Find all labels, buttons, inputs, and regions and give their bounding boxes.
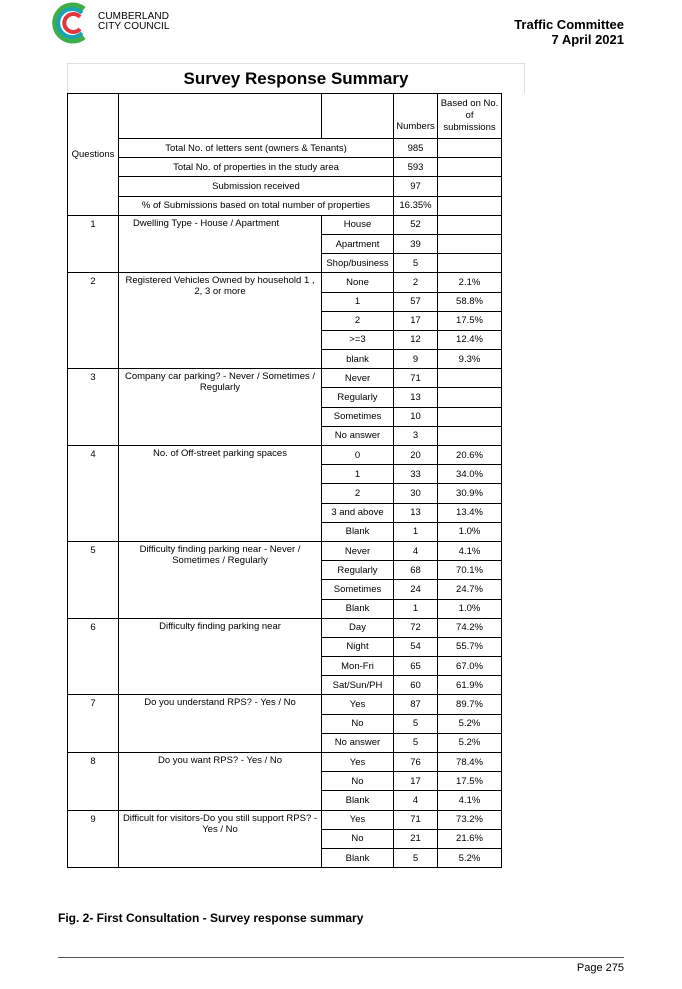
meta-row (68, 139, 502, 158)
answer-option: Day (322, 618, 394, 637)
answer-option: Blank (322, 848, 394, 867)
answer-count: 17 (394, 311, 438, 330)
answer-count: 65 (394, 657, 438, 676)
answer-count: 4 (394, 791, 438, 810)
answer-option: Blank (322, 791, 394, 810)
answer-option: Regularly (322, 388, 394, 407)
answer-count: 5 (394, 714, 438, 733)
meta-row (68, 158, 502, 177)
answer-option: House (322, 215, 394, 234)
table-row (68, 541, 502, 560)
question-number: 1 (68, 215, 119, 273)
answer-count: 54 (394, 637, 438, 656)
answer-percent: 61.9% (438, 676, 502, 695)
council-logo (50, 1, 94, 45)
table-row (68, 273, 502, 292)
answer-count: 71 (394, 369, 438, 388)
question-text: Dwelling Type - House / Apartment (119, 215, 322, 273)
answer-option: Shop/business (322, 254, 394, 273)
question-number: 8 (68, 753, 119, 811)
answer-option: No answer (322, 733, 394, 752)
question-text: Do you understand RPS? - Yes / No (119, 695, 322, 753)
question-number: 9 (68, 810, 119, 868)
meta-label: Submission received (119, 177, 394, 196)
answer-percent (438, 254, 502, 273)
numbers-header: Numbers (394, 94, 438, 139)
answer-percent: 58.8% (438, 292, 502, 311)
answer-percent: 9.3% (438, 350, 502, 369)
answer-count: 5 (394, 848, 438, 867)
answer-percent (438, 426, 502, 445)
question-number: 2 (68, 273, 119, 369)
answer-count: 21 (394, 829, 438, 848)
answer-option: Regularly (322, 561, 394, 580)
answer-percent: 78.4% (438, 753, 502, 772)
answer-option: >=3 (322, 330, 394, 349)
answer-percent: 17.5% (438, 772, 502, 791)
council-name-line1: CUMBERLAND (98, 11, 170, 22)
page-number: Page 275 (576, 962, 624, 974)
question-text: Do you want RPS? - Yes / No (119, 753, 322, 811)
meeting-title: Traffic Committee (514, 17, 624, 32)
answer-option: Sat/Sun/PH (322, 676, 394, 695)
based-on-header: Based on No. of submissions (438, 94, 502, 139)
question-number: 7 (68, 695, 119, 753)
answer-option: Sometimes (322, 580, 394, 599)
meeting-header (514, 17, 624, 47)
survey-summary (67, 63, 528, 868)
table-row (68, 695, 502, 714)
answer-option: No (322, 772, 394, 791)
answer-percent: 5.2% (438, 848, 502, 867)
answer-percent (438, 369, 502, 388)
answer-count: 72 (394, 618, 438, 637)
answer-percent (438, 215, 502, 234)
answer-percent: 34.0% (438, 465, 502, 484)
answer-percent: 4.1% (438, 541, 502, 560)
answer-option: Never (322, 541, 394, 560)
answer-count: 71 (394, 810, 438, 829)
answer-count: 13 (394, 388, 438, 407)
answer-option: No (322, 714, 394, 733)
answer-percent (438, 407, 502, 426)
answer-percent: 1.0% (438, 522, 502, 541)
question-text: Difficulty finding parking near (119, 618, 322, 695)
question-text: No. of Off-street parking spaces (119, 446, 322, 542)
meta-row (68, 177, 502, 196)
answer-percent: 2.1% (438, 273, 502, 292)
answer-option: Yes (322, 810, 394, 829)
answer-count: 5 (394, 733, 438, 752)
answer-option: No answer (322, 426, 394, 445)
answer-count: 1 (394, 599, 438, 618)
table-row (68, 618, 502, 637)
meta-blank-cell (438, 196, 502, 215)
meta-blank-cell (438, 139, 502, 158)
council-name-line2: CITY COUNCIL (98, 21, 170, 32)
answer-percent: 21.6% (438, 829, 502, 848)
table-row (68, 753, 502, 772)
footer-divider (58, 957, 624, 958)
answer-option: 0 (322, 446, 394, 465)
answer-count: 4 (394, 541, 438, 560)
question-number: 6 (68, 618, 119, 695)
answer-option: 2 (322, 311, 394, 330)
answer-option: blank (322, 350, 394, 369)
answer-count: 39 (394, 234, 438, 253)
answer-count: 3 (394, 426, 438, 445)
answer-percent: 1.0% (438, 599, 502, 618)
answer-option: Mon-Fri (322, 657, 394, 676)
answer-percent (438, 388, 502, 407)
answer-option: Never (322, 369, 394, 388)
answer-percent: 5.2% (438, 733, 502, 752)
meta-label: Total No. of properties in the study area (119, 158, 394, 177)
table-row (68, 446, 502, 465)
question-number: 3 (68, 369, 119, 446)
answer-option: Yes (322, 753, 394, 772)
meta-row (68, 196, 502, 215)
answer-percent: 55.7% (438, 637, 502, 656)
answer-option: 3 and above (322, 503, 394, 522)
answer-percent: 67.0% (438, 657, 502, 676)
answer-percent: 12.4% (438, 330, 502, 349)
answer-percent (438, 234, 502, 253)
answer-percent: 24.7% (438, 580, 502, 599)
answer-option: Blank (322, 599, 394, 618)
meta-label: Total No. of letters sent (owners & Tenants) (119, 139, 394, 158)
answer-percent: 89.7% (438, 695, 502, 714)
meta-value: 97 (394, 177, 438, 196)
answer-option: None (322, 273, 394, 292)
council-name (98, 12, 170, 32)
meta-blank-cell (438, 177, 502, 196)
answer-percent: 4.1% (438, 791, 502, 810)
answer-count: 57 (394, 292, 438, 311)
question-text: Company car parking? - Never / Sometimes / Regularly (119, 369, 322, 446)
question-number: 4 (68, 446, 119, 542)
header-blank-cell (322, 94, 394, 139)
table-row (68, 810, 502, 829)
answer-count: 52 (394, 215, 438, 234)
answer-count: 20 (394, 446, 438, 465)
figure-caption: Fig. 2- First Consultation - Survey response summary (58, 911, 364, 925)
answer-count: 33 (394, 465, 438, 484)
answer-count: 68 (394, 561, 438, 580)
answer-percent: 5.2% (438, 714, 502, 733)
answer-option: 1 (322, 465, 394, 484)
answer-percent: 20.6% (438, 446, 502, 465)
answer-percent: 70.1% (438, 561, 502, 580)
answer-count: 10 (394, 407, 438, 426)
answer-count: 1 (394, 522, 438, 541)
question-text: Difficulty finding parking near - Never / Sometimes / Regularly (119, 541, 322, 618)
answer-count: 76 (394, 753, 438, 772)
meta-blank-cell (438, 158, 502, 177)
answer-percent: 17.5% (438, 311, 502, 330)
answer-count: 17 (394, 772, 438, 791)
answer-percent: 74.2% (438, 618, 502, 637)
meta-label: % of Submissions based on total number of properties (119, 196, 394, 215)
header-blank-cell (119, 94, 322, 139)
table-row (68, 215, 502, 234)
meta-value: 593 (394, 158, 438, 177)
question-text: Registered Vehicles Owned by household 1 , 2, 3 or more (119, 273, 322, 369)
summary-title: Survey Response Summary (67, 63, 525, 93)
answer-count: 30 (394, 484, 438, 503)
answer-option: Sometimes (322, 407, 394, 426)
answer-percent: 73.2% (438, 810, 502, 829)
answer-count: 12 (394, 330, 438, 349)
meta-value: 16.35% (394, 196, 438, 215)
answer-count: 13 (394, 503, 438, 522)
answer-count: 5 (394, 254, 438, 273)
question-number: 5 (68, 541, 119, 618)
answer-percent: 13.4% (438, 503, 502, 522)
survey-table (67, 93, 502, 868)
table-row (68, 369, 502, 388)
answer-option: 2 (322, 484, 394, 503)
question-text: Difficult for visitors-Do you still support RPS? - Yes / No (119, 810, 322, 868)
answer-count: 87 (394, 695, 438, 714)
answer-count: 2 (394, 273, 438, 292)
answer-option: No (322, 829, 394, 848)
answer-count: 9 (394, 350, 438, 369)
questions-label: Questions (68, 94, 119, 216)
answer-option: Yes (322, 695, 394, 714)
meeting-date: 7 April 2021 (551, 32, 624, 47)
meta-value: 985 (394, 139, 438, 158)
answer-percent: 30.9% (438, 484, 502, 503)
answer-option: 1 (322, 292, 394, 311)
table-header-row (68, 94, 502, 139)
answer-option: Blank (322, 522, 394, 541)
answer-count: 60 (394, 676, 438, 695)
answer-option: Apartment (322, 234, 394, 253)
answer-option: Night (322, 637, 394, 656)
answer-count: 24 (394, 580, 438, 599)
